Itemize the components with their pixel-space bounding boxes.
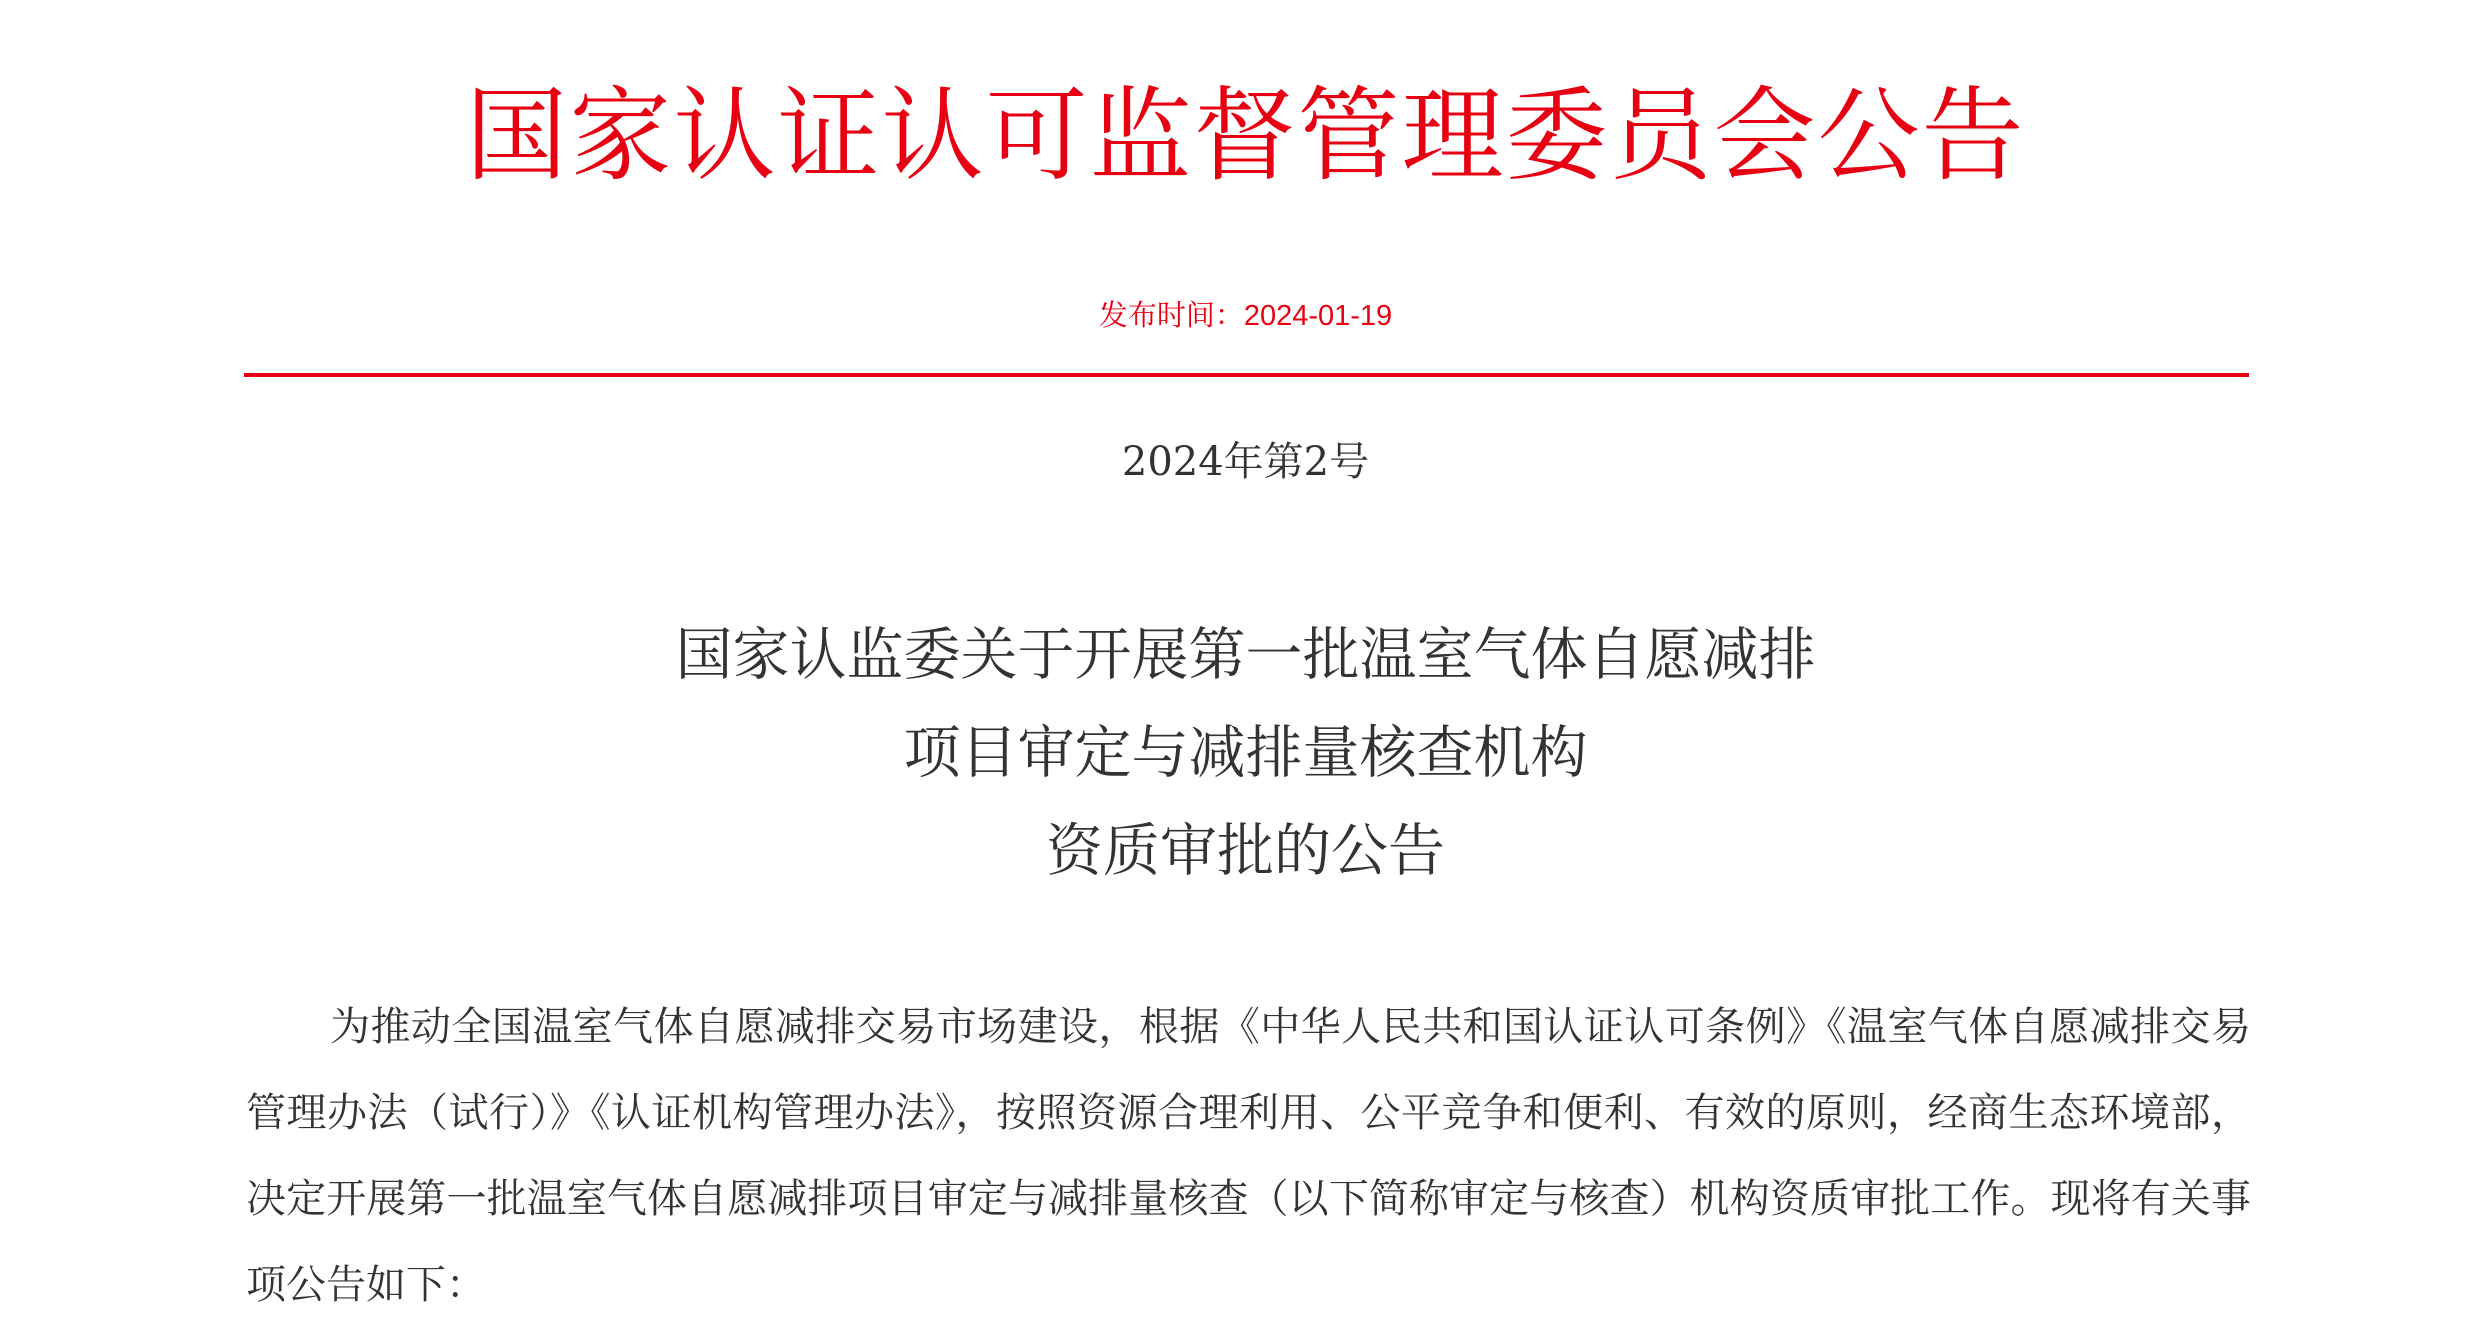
body-paragraph: 为推动全国温室气体自愿减排交易市场建设，根据《中华人民共和国认证认可条例》《温室气体自愿减排交易管理办法（试行）》《认证机构管理办法》，按照资源合理利用、公平竞争和便利、有效的原则，经商生态环境部，决定开展第一批温室气体自愿减排项目审定与减排量核查（以下简称审定与核查）机构资质审批工作。现将有关事项公告如下： [246, 1004, 2251, 1308]
masthead-title: 国家认证认可监督管理委员会公告 [465, 77, 2026, 196]
document-title-line-3: 资质审批的公告 [1046, 818, 1445, 884]
publish-date: 发布时间：2024-01-19 [1098, 300, 1393, 332]
red-divider [244, 373, 2249, 377]
document-title-line-1: 国家认监委关于开展第一批温室气体自愿减排 [675, 622, 1816, 688]
document-title-line-2: 项目审定与减排量核查机构 [903, 720, 1588, 786]
document-title [0, 606, 2491, 900]
document-number: 2024年第2号 [1121, 439, 1370, 485]
